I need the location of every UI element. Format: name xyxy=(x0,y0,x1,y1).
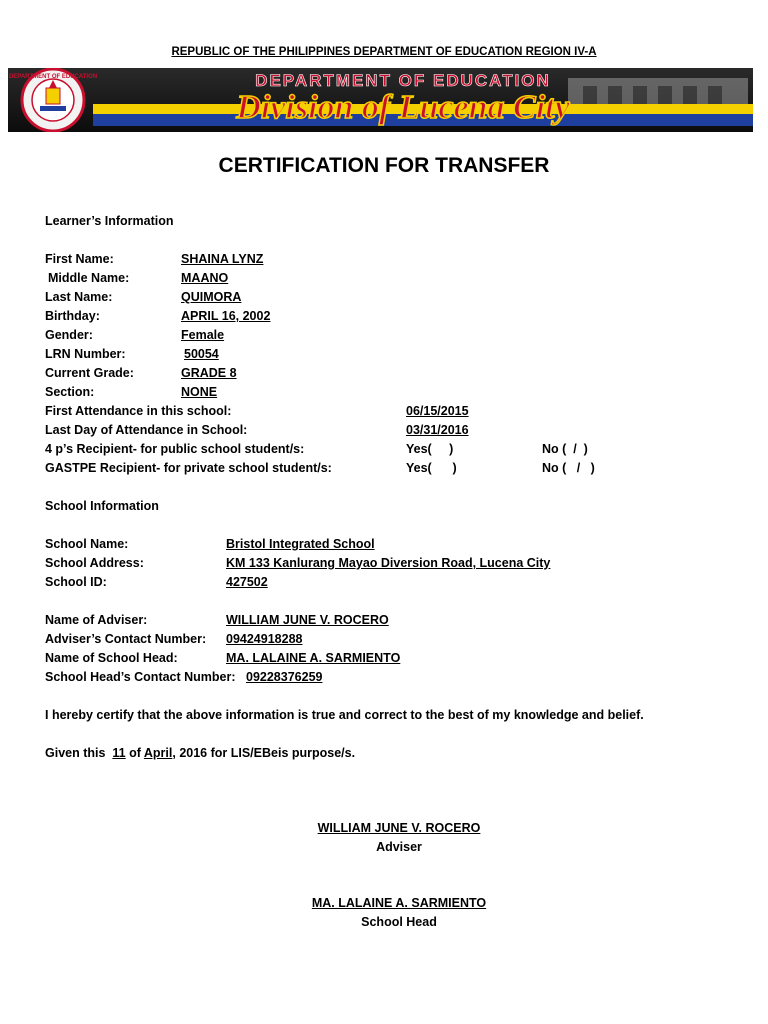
page-title: CERTIFICATION FOR TRANSFER xyxy=(218,154,550,177)
first-name-label: First Name: xyxy=(45,252,114,266)
school-head-value: MA. LALAINE A. SARMIENTO xyxy=(226,651,401,665)
school-address-label: School Address: xyxy=(45,556,144,570)
section-value: NONE xyxy=(181,385,218,399)
given-month: April xyxy=(143,746,173,760)
first-name-value: SHAINA LYNZ xyxy=(181,252,264,266)
middle-name-value: MAANO xyxy=(181,271,229,285)
head-signature-role: School Head xyxy=(361,915,437,929)
section-label: Section: xyxy=(45,385,95,399)
birthday-value: APRIL 16, 2002 xyxy=(181,309,271,323)
given-of: of xyxy=(125,746,144,760)
birthday-label: Birthday: xyxy=(45,309,100,323)
school-head-label: Name of School Head: xyxy=(45,651,178,665)
fourps-label: 4 p’s Recipient- for public school student/s: xyxy=(45,442,305,456)
adviser-signature-name: WILLIAM JUNE V. ROCERO xyxy=(317,821,481,835)
banner-line2: Division of Lucena City xyxy=(236,89,570,126)
given-suffix: , 2016 for LIS/EBeis purpose/s. xyxy=(172,746,356,760)
adviser-value: WILLIAM JUNE V. ROCERO xyxy=(226,613,389,627)
school-name-value: Bristol Integrated School xyxy=(226,537,375,551)
header-line: REPUBLIC OF THE PHILIPPINES DEPARTMENT OF EDUCATION REGION IV-A xyxy=(171,46,597,58)
school-heading: School Information xyxy=(45,499,159,513)
adviser-contact-label: Adviser’s Contact Number: xyxy=(45,632,207,646)
last-day-value: 03/31/2016 xyxy=(406,423,469,437)
head-contact-value: 09228376259 xyxy=(246,670,323,684)
gender-value: Female xyxy=(181,328,225,342)
grade-label: Current Grade: xyxy=(45,366,134,380)
adviser-contact-value: 09424918288 xyxy=(226,632,303,646)
last-day-label: Last Day of Attendance in School: xyxy=(45,423,248,437)
school-name-label: School Name: xyxy=(45,537,129,551)
first-attendance-label: First Attendance in this school: xyxy=(45,404,232,418)
head-signature-name: MA. LALAINE A. SARMIENTO xyxy=(311,896,487,910)
gastpe-label: GASTPE Recipient- for private school student/s: xyxy=(45,461,332,475)
certification-statement: I hereby certify that the above information is true and correct to the best of my knowledge and belief. xyxy=(45,708,644,722)
last-name-label: Last Name: xyxy=(45,290,113,304)
lrn-value: 50054 xyxy=(184,347,219,361)
learner-heading: Learner’s Information xyxy=(45,214,174,228)
school-address-value: KM 133 Kanlurang Mayao Diversion Road, Lucena City xyxy=(226,556,551,570)
banner-line1: DEPARTMENT OF EDUCATION xyxy=(255,71,551,90)
school-id-value: 427502 xyxy=(226,575,268,589)
gastpe-no: No ( / ) xyxy=(542,461,595,475)
gender-label: Gender: xyxy=(45,328,93,342)
fourps-no: No ( / ) xyxy=(542,442,588,456)
given-day: 11 xyxy=(112,746,126,760)
given-line xyxy=(45,746,355,761)
fourps-yes: Yes( ) xyxy=(406,442,454,456)
head-contact-label: School Head’s Contact Number: xyxy=(45,670,236,684)
division-banner xyxy=(8,68,753,132)
lrn-label: LRN Number: xyxy=(45,347,126,361)
svg-text:DEPARTMENT OF EDUCATION: DEPARTMENT OF EDUCATION xyxy=(8,74,98,80)
given-prefix: Given this xyxy=(45,746,109,760)
adviser-signature-role: Adviser xyxy=(376,840,422,854)
last-name-value: QUIMORA xyxy=(181,290,242,304)
grade-value: GRADE 8 xyxy=(181,366,237,380)
middle-name-label: Middle Name: xyxy=(48,271,130,285)
gastpe-yes: Yes( ) xyxy=(406,461,457,475)
banner-graphic xyxy=(8,68,753,132)
first-attendance-value: 06/15/2015 xyxy=(406,404,469,418)
school-id-label: School ID: xyxy=(45,575,107,589)
adviser-label: Name of Adviser: xyxy=(45,613,148,627)
